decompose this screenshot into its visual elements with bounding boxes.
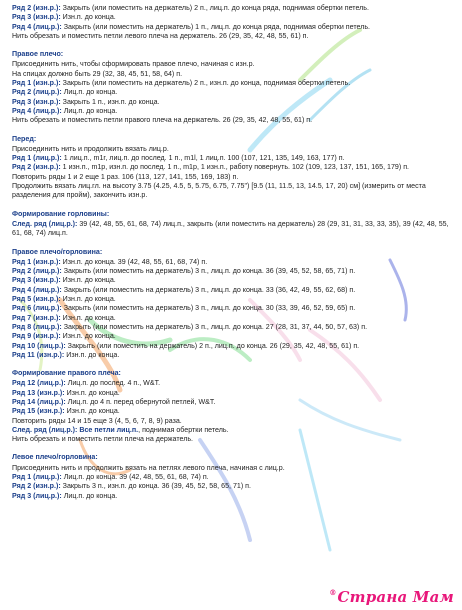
instruction-line	[12, 332, 452, 341]
instruction-line	[12, 389, 452, 398]
row-label: Ряд 5 (изн.р.):	[12, 295, 61, 304]
row-label: Ряд 14 (лиц.р.):	[12, 397, 66, 406]
instruction-line	[12, 13, 452, 22]
row-text: Изн.п. до конца.	[60, 313, 116, 322]
row-text: Лиц.п. до конца.	[61, 106, 118, 115]
section	[12, 4, 452, 41]
instruction-line	[12, 276, 452, 285]
instruction-line	[12, 23, 452, 32]
instruction-line	[12, 323, 452, 332]
section-heading: Правое плечо:	[12, 50, 64, 59]
section	[12, 50, 452, 125]
instruction-line	[12, 464, 452, 473]
row-text: Изн.п. до конца.	[60, 332, 116, 341]
row-text: Нить обрезать и поместить петли левого плеча на держатель. 26 (29, 35, 42, 48, 55, 61) п.	[12, 31, 309, 40]
instruction-line	[12, 304, 452, 313]
instruction-line	[12, 482, 452, 491]
instruction-line	[12, 342, 452, 351]
row-text: Нить обрезать и поместить петли правого плеча на держатель. 26 (29, 35, 42, 48, 55, 61) п.	[12, 116, 313, 125]
row-text: Закрыть (или поместить на держатель) 2 п., изн.п. до конца, поднимая обертки петель.	[60, 79, 351, 88]
instruction-line	[12, 182, 452, 201]
row-text: Лиц.п. до послед. 4 п., W&T.	[65, 379, 161, 388]
row-label: Ряд 11 (изн.р.):	[12, 350, 65, 359]
row-text: Лиц.п. до конца. 39 (42, 48, 55, 61, 68, 74) п.	[61, 473, 209, 482]
row-text: Присоединить нить и продолжить вязать на петлях левого плеча, начиная с лиц.р.	[12, 463, 285, 472]
instruction-line	[12, 145, 452, 154]
strana-mam-watermark	[329, 588, 454, 606]
row-label: Ряд 15 (изн.р.):	[12, 407, 65, 416]
instruction-line	[12, 314, 452, 323]
row-text: Изн.п. до конца.	[60, 276, 116, 285]
row-text: Закрыть (или поместить на держатель) 3 п., лиц.п. до конца. 27 (28, 31, 37, 44, 50, 57, 63) п.	[61, 322, 368, 331]
registered-mark: ®	[329, 588, 337, 597]
row-label: Ряд 4 (лиц.р.):	[12, 106, 62, 115]
row-text: Закрыть (или поместить на держатель) 3 п., лиц.п. до конца. 36 (39, 45, 52, 58, 65, 71) п.	[61, 267, 356, 276]
row-label: Ряд 6 (лиц.р.):	[12, 304, 62, 313]
row-text: Изн.п. до конца.	[64, 350, 120, 359]
row-label: Ряд 4 (лиц.р.):	[12, 22, 62, 31]
instruction-line	[12, 426, 452, 435]
row-label: Ряд 3 (изн.р.):	[12, 13, 61, 22]
row-text: Присоединить нить, чтобы сформировать правое плечо, начиная с изн.р.	[12, 60, 255, 69]
instruction-line	[12, 98, 452, 107]
instruction-line	[12, 116, 452, 125]
row-text: Закрыть 3 п., изн.п. до конца. 36 (39, 45, 52, 58, 65, 71) п.	[60, 482, 251, 491]
row-text: Изн.п. до конца.	[64, 388, 120, 397]
instruction-line	[12, 398, 452, 407]
row-text: Закрыть 1 п., изн.п. до конца.	[60, 97, 160, 106]
instruction-line	[12, 435, 452, 444]
section	[12, 453, 452, 500]
section-heading: Правое плечо/горловина:	[12, 247, 103, 256]
instruction-line	[12, 60, 452, 69]
row-text: Продолжить вязать лиц.гл. на высоту 3.75 (4.25, 4.5, 5, 5.75, 6.75, 7.75") [9.5 (11, 11.5, 13, 14.5, 17, 20) см] (измерить от места разделения для пройм), закончить изн.р.	[12, 182, 426, 200]
row-label: Ряд 1 (лиц.р.):	[12, 473, 62, 482]
section-heading: Левое плечо/горловина:	[12, 453, 98, 462]
row-text: Лиц.п. до 4 п. перед обернутой петлей, W&T.	[65, 397, 216, 406]
row-label: Ряд 12 (лиц.р.):	[12, 379, 66, 388]
instruction-line	[12, 154, 452, 163]
row-label: След. ряд (лиц.р.): Все петли лиц.п.	[12, 425, 139, 434]
row-label: Ряд 1 (изн.р.):	[12, 257, 61, 266]
row-text: Изн.п. до конца.	[60, 13, 116, 22]
row-text: , поднимая обертки петель.	[138, 425, 229, 434]
instruction-line	[12, 295, 452, 304]
instruction-line	[12, 70, 452, 79]
row-text: 39 (42, 48, 55, 61, 68, 74) лиц.п., закрыть (или поместить на держатель) 28 (29, 31, 31, 33, 33, 35), 39 (42, 48, 55, 61, 68, 74) лиц.п.	[12, 219, 449, 238]
row-label: Ряд 13 (изн.р.):	[12, 388, 65, 397]
row-label: Ряд 3 (лиц.р.):	[12, 491, 62, 500]
row-label: Ряд 3 (изн.р.):	[12, 276, 61, 285]
instruction-line	[12, 258, 452, 267]
instruction-line	[12, 286, 452, 295]
instruction-line	[12, 163, 452, 172]
row-label: Ряд 8 (лиц.р.):	[12, 322, 62, 331]
row-text: Закрыть (или поместить на держатель) 3 п., лиц.п. до конца. 30 (33, 39, 46, 52, 59, 65) п.	[61, 304, 356, 313]
row-label: Ряд 4 (лиц.р.):	[12, 285, 62, 294]
row-text: Изн.п. до конца.	[64, 407, 120, 416]
row-text: Закрыть (или поместить на держатель) 1 п., лиц.п. до конца ряда, поднимая обертки петель.	[61, 22, 371, 31]
watermark-text: Страна Мам	[337, 588, 454, 606]
row-text: Лиц.п. до конца.	[61, 491, 118, 500]
row-text: Повторить ряды 14 и 15 еще 3 (4, 5, 6, 7, 8, 9) раза.	[12, 416, 182, 425]
knitting-pattern-document	[12, 4, 452, 501]
instruction-line	[12, 473, 452, 482]
instruction-line	[12, 492, 452, 501]
instruction-line	[12, 88, 452, 97]
section	[12, 135, 452, 201]
section-heading: Формирование правого плеча:	[12, 369, 121, 378]
row-label: След. ряд (лиц.р.):	[12, 219, 78, 228]
row-text: Закрыть (или поместить на держатель) 2 п., лиц.п. до конца ряда, поднимая обертки петель.	[60, 4, 369, 12]
row-label: Ряд 2 (изн.р.):	[12, 4, 61, 12]
row-text: На спицах должно быть 29 (32, 38, 45, 51, 58, 64) п.	[12, 69, 183, 78]
section	[12, 248, 452, 361]
instruction-line	[12, 79, 452, 88]
row-label: Ряд 2 (изн.р.):	[12, 482, 61, 491]
instruction-line	[12, 107, 452, 116]
row-text: 1 изн.п., m1p, изн.п. до послед. 1 п., m1p, 1 изн.п., работу повернуть. 102 (109, 123, 137, 151, 165, 179) п.	[60, 163, 409, 172]
row-label: Ряд 2 (изн.р.):	[12, 163, 61, 172]
section	[12, 369, 452, 444]
row-label: Ряд 2 (лиц.р.):	[12, 267, 62, 276]
row-text: Повторить ряды 1 и 2 еще 1 раз. 106 (113, 127, 141, 155, 169, 183) п.	[12, 172, 239, 181]
instruction-line	[12, 32, 452, 41]
row-text: Закрыть (или поместить на держатель) 2 п., лиц.п. до конца. 26 (29, 35, 42, 48, 55, 61) п.	[65, 341, 360, 350]
instruction-line	[12, 417, 452, 426]
instruction-line	[12, 220, 452, 239]
instruction-line	[12, 4, 452, 13]
row-text: 1 лиц.п., m1r, лиц.п. до послед. 1 п., m1l, 1 лиц.п. 100 (107, 121, 135, 149, 163, 177) п.	[61, 154, 345, 163]
instruction-line	[12, 173, 452, 182]
row-text: Лиц.п. до конца.	[61, 88, 118, 97]
section	[12, 210, 452, 239]
row-label: Ряд 1 (изн.р.):	[12, 79, 61, 88]
section-heading: Перед:	[12, 134, 37, 143]
row-label: Ряд 10 (лиц.р.):	[12, 341, 66, 350]
row-label: Ряд 9 (изн.р.):	[12, 332, 61, 341]
row-text: Нить обрезать и поместить петли плеча на держатель.	[12, 435, 194, 444]
row-text: Присоединить нить и продолжить вязать лиц.р.	[12, 144, 169, 153]
row-text: Изн.п. до конца.	[60, 295, 116, 304]
row-text: Изн.п. до конца. 39 (42, 48, 55, 61, 68, 74) п.	[60, 257, 208, 266]
row-label: Ряд 3 (изн.р.):	[12, 97, 61, 106]
instruction-line	[12, 351, 452, 360]
row-label: Ряд 7 (изн.р.):	[12, 313, 61, 322]
instruction-line	[12, 267, 452, 276]
section-heading: Формирование горловины:	[12, 209, 110, 218]
instruction-line	[12, 379, 452, 388]
row-text: Закрыть (или поместить на держатель) 3 п., лиц.п. до конца. 33 (36, 42, 49, 55, 62, 68) п.	[61, 285, 356, 294]
row-label: Ряд 1 (лиц.р.):	[12, 154, 62, 163]
instruction-line	[12, 407, 452, 416]
row-label: Ряд 2 (лиц.р.):	[12, 88, 62, 97]
